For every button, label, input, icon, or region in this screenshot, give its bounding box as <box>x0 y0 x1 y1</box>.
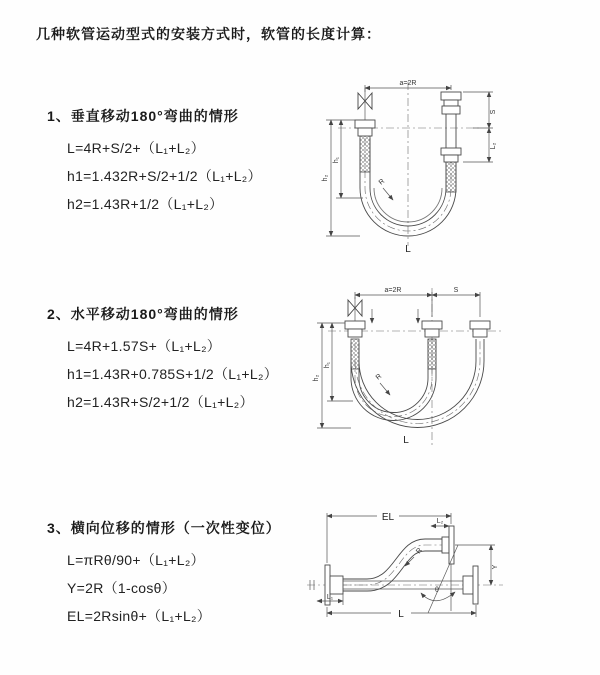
formula-list <box>47 138 262 222</box>
section-heading: 3、横向位移的情形（一次性变位） <box>47 520 281 536</box>
formula-line: L=4R+1.57S+（L₁+L₂） <box>67 338 222 354</box>
dim-label-radius: R <box>374 372 384 382</box>
formula-line: EL=2Rsinθ+（L₁+L₂） <box>67 608 212 624</box>
diagram-horizontal-180-bend <box>308 283 600 451</box>
section-heading: 1、垂直移动180°弯曲的情形 <box>47 108 239 124</box>
section-heading: 2、水平移动180°弯曲的情形 <box>47 306 239 322</box>
hose-fitting <box>355 120 375 136</box>
hose-fitting <box>470 321 490 337</box>
braid-section <box>446 162 456 192</box>
diagram-lateral-displacement <box>303 493 600 655</box>
section-horizontal-movement <box>47 304 278 420</box>
dim-label-l2: L₂ <box>436 518 444 525</box>
dimension-length <box>327 605 476 620</box>
hose-fitting <box>422 321 442 337</box>
braid-section <box>360 136 370 172</box>
formula-line: L=4R+S/2+（L₁+L₂） <box>67 140 205 156</box>
dim-label-radius: R <box>415 546 424 556</box>
formula-line: L=πRθ/90+（L₁+L₂） <box>67 552 205 568</box>
dimension-l2 <box>431 518 449 526</box>
dim-label-h2: h₂ <box>322 174 329 182</box>
dim-label-h2: h₂ <box>313 374 320 382</box>
dimension-el <box>327 512 451 611</box>
formula-list <box>47 336 278 420</box>
dim-label-length: L <box>403 435 409 446</box>
dim-label-length: L <box>405 244 411 254</box>
hose-fitting <box>441 92 461 162</box>
dim-label-stroke: S <box>453 287 459 294</box>
dimension-radius <box>375 373 390 395</box>
section-lateral-displacement <box>47 518 281 634</box>
dim-label-l1: L₁ <box>326 594 334 601</box>
dimension-span <box>365 80 451 92</box>
valve-icon <box>358 88 372 120</box>
dimension-span <box>355 287 480 323</box>
valve-icon <box>348 297 362 321</box>
dimension-radius <box>405 547 424 566</box>
formula-line: h1=1.432R+S/2+1/2（L₁+L₂） <box>67 168 262 184</box>
dimension-heights <box>313 323 353 428</box>
dim-label-length: L <box>398 609 404 620</box>
dimension-heights <box>322 120 363 236</box>
dimension-radius <box>378 178 393 200</box>
formula-line: h2=1.43R+1/2（L₁+L₂） <box>67 196 224 212</box>
dim-label-fitting-length: L₂ <box>490 142 497 150</box>
dim-label-radius: R <box>377 177 387 187</box>
dim-label-theta: θ <box>435 587 439 594</box>
braid-section <box>351 339 359 369</box>
dim-label-span: a=2R <box>384 287 402 294</box>
dimension-stroke <box>463 92 497 162</box>
dim-label-y: Y <box>492 564 499 570</box>
section-vertical-movement <box>47 106 262 222</box>
dim-label-el: EL <box>381 512 395 523</box>
dim-label-stroke: S <box>490 109 497 115</box>
dim-label-h1: h₁ <box>324 361 331 369</box>
page-title: 几种软管运动型式的安装方式时，软管的长度计算： <box>36 26 381 42</box>
diagram-vertical-180-bend <box>313 76 588 254</box>
formula-list <box>47 550 281 634</box>
hose-position-a <box>351 339 436 421</box>
dim-label-h1: h₁ <box>333 156 340 164</box>
formula-line: h1=1.43R+0.785S+1/2（L₁+L₂） <box>67 366 278 382</box>
formula-line: h2=1.43R+S/2+1/2（L₁+L₂） <box>67 394 254 410</box>
braid-section <box>428 339 436 369</box>
formula-line: Y=2R（1-cosθ） <box>67 580 177 596</box>
hose-fitting <box>345 321 365 337</box>
dim-label-span: a=2R <box>399 80 417 87</box>
